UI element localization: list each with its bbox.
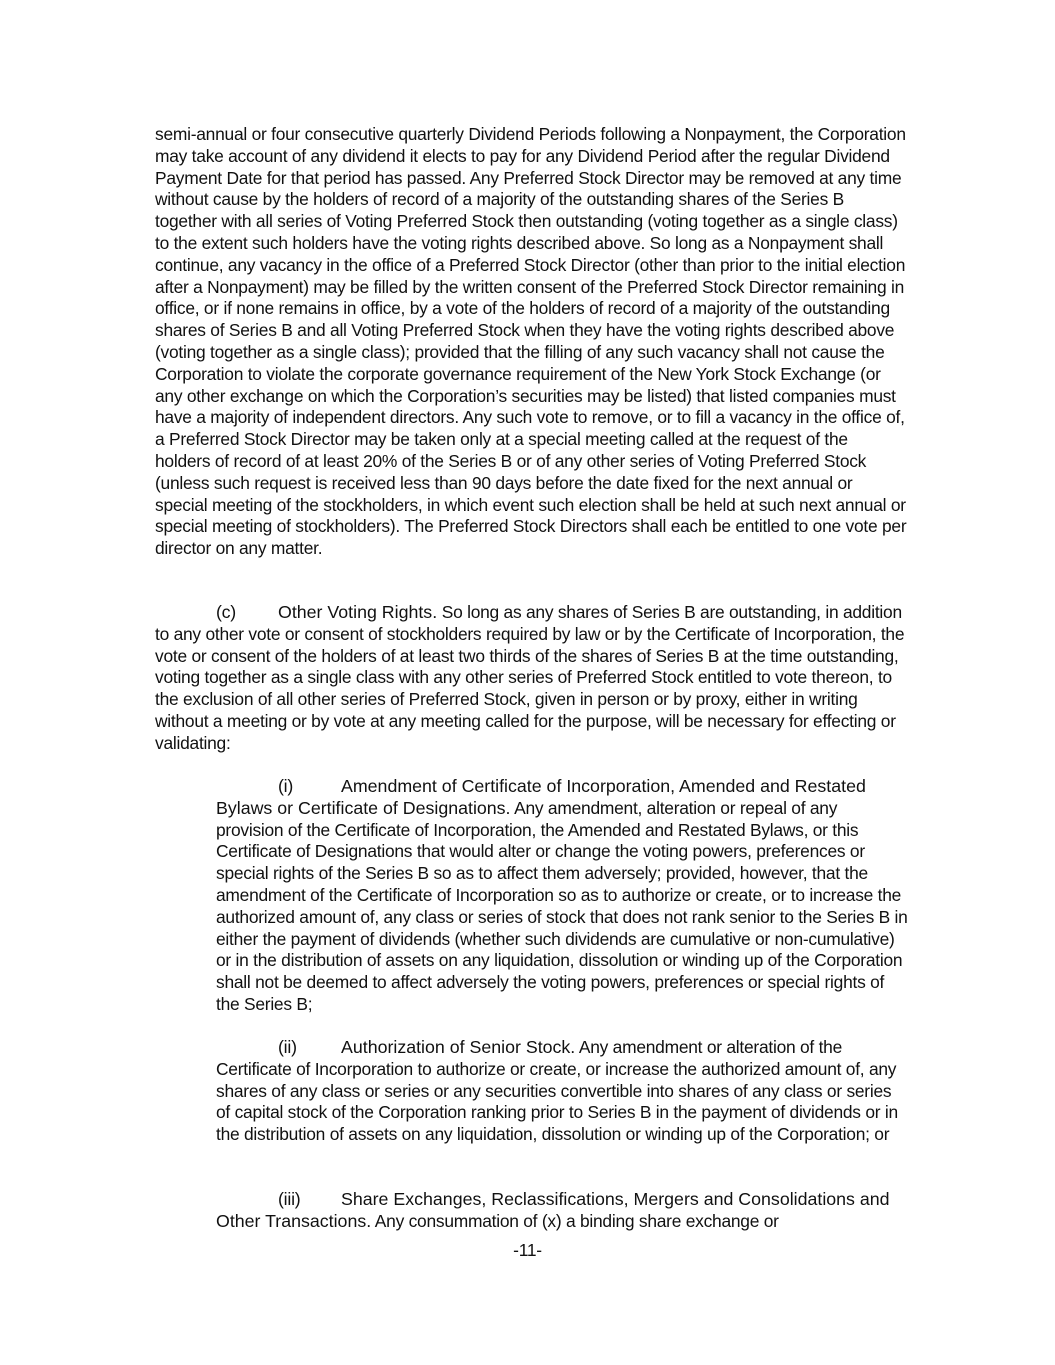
item-i-amendment (216, 776, 908, 1016)
item-iii-share-exchanges (216, 1189, 908, 1233)
section-c-body: So long as any shares of Series B are outstanding, in addition to any other vote or consent of stockholders required by law or by the Certificate of Incorporation, the vote or consent of the holders of at least two thirds of the shares of Series B at the time outstanding, voting together as a single class with any other series of Preferred Stock entitled to vote thereon, to the exclusion of all other series of Preferred Stock, given in person or by proxy, either in writing without a meeting or by vote at any meeting called for the purpose, will be necessary for effecting or validating: (155, 602, 905, 753)
item-iii-heading: Share Exchanges, Reclassifications, Mergers and Consolidations and Other Transactions. (216, 1189, 890, 1231)
item-ii-senior-stock (216, 1037, 908, 1146)
item-ii-body: Any amendment or alteration of the Certificate of Incorporation to authorize or create, or increase the authorized amount of, any shares of any class or series or any securities convertible into shares of any class or series of capital stock of the Corporation ranking prior to Series B in the payment of dividends or in the distribution of assets on any liquidation, dissolution or winding up of the Corporation; or (216, 1037, 898, 1145)
item-iii-body: Any consummation of (x) a binding share exchange or (371, 1210, 779, 1231)
page-number: -11- (513, 1240, 542, 1260)
item-i-body: Any amendment, alteration or repeal of any provision of the Certificate of Incorporation, the Amended and Restated Bylaws, or this Certificate of Designations that would alter or change the voting powers, preferences or special rights of the Series B so as to affect them adversely; provided, however, that the amendment of the Certificate of Incorporation so as to authorize or create, or to increase the authorized amount of, any class or series of stock that does not rank senior to the Series B in either the payment of dividends (whether such dividends are cumulative or non-cumulative) or in the distribution of assets on any liquidation, dissolution or winding up of the Corporation shall not be deemed to affect adversely the voting powers, preferences or special rights of the Series B; (216, 797, 908, 1014)
item-ii-heading: Authorization of Senior Stock. (341, 1037, 576, 1057)
item-i-number: (i) (278, 776, 294, 796)
section-c-heading: Other Voting Rights. (278, 602, 438, 622)
item-iii-number: (iii) (278, 1189, 301, 1209)
paragraph-preferred-stock-director (155, 124, 907, 560)
section-c-number: (c) (216, 602, 236, 622)
paragraph-text: semi-annual or four consecutive quarterly Dividend Periods following a Nonpayment, the Corporation may take account of any dividend it elects to pay for any Dividend Period after the regular Dividend Payment Date for that period has passed. Any Preferred Stock Director may be removed at any time without cause by the holders of record of a majority of the outstanding shares of the Series B together with all series of Voting Preferred Stock then outstanding (voting together as a single class) to the extent such holders have the voting rights described above. So long as a Nonpayment shall continue, any vacancy in the office of a Preferred Stock Director (other than prior to the initial election after a Nonpayment) may be filled by the written consent of the Preferred Stock Director remaining in office, or if none remains in office, by a vote of the holders of record of a majority of the outstanding shares of Series B and all Voting Preferred Stock when they have the voting rights described above (voting together as a single class); provided that the filling of any such vacancy shall not cause the Corporation to violate the corporate governance requirement of the New York Stock Exchange (or any other exchange on which the Corporation’s securities may be listed) that listed companies must have a majority of independent directors. Any such vote to remove, or to fill a vacancy in the office of, a Preferred Stock Director may be taken only at a special meeting called at the request of the holders of record of at least 20% of the Series B or of any other series of Voting Preferred Stock (unless such request is received less than 90 days before the date fixed for the next annual or special meeting of the stockholders, in which event such election shall be held at such next annual or special meeting of stockholders). The Preferred Stock Directors shall each be entitled to one vote per director on any matter. (155, 124, 907, 559)
item-ii-number: (ii) (278, 1037, 297, 1057)
section-c-other-voting-rights (155, 602, 907, 755)
item-i-heading: Amendment of Certificate of Incorporation, Amended and Restated Bylaws or Certificate of Designations. (216, 776, 866, 818)
